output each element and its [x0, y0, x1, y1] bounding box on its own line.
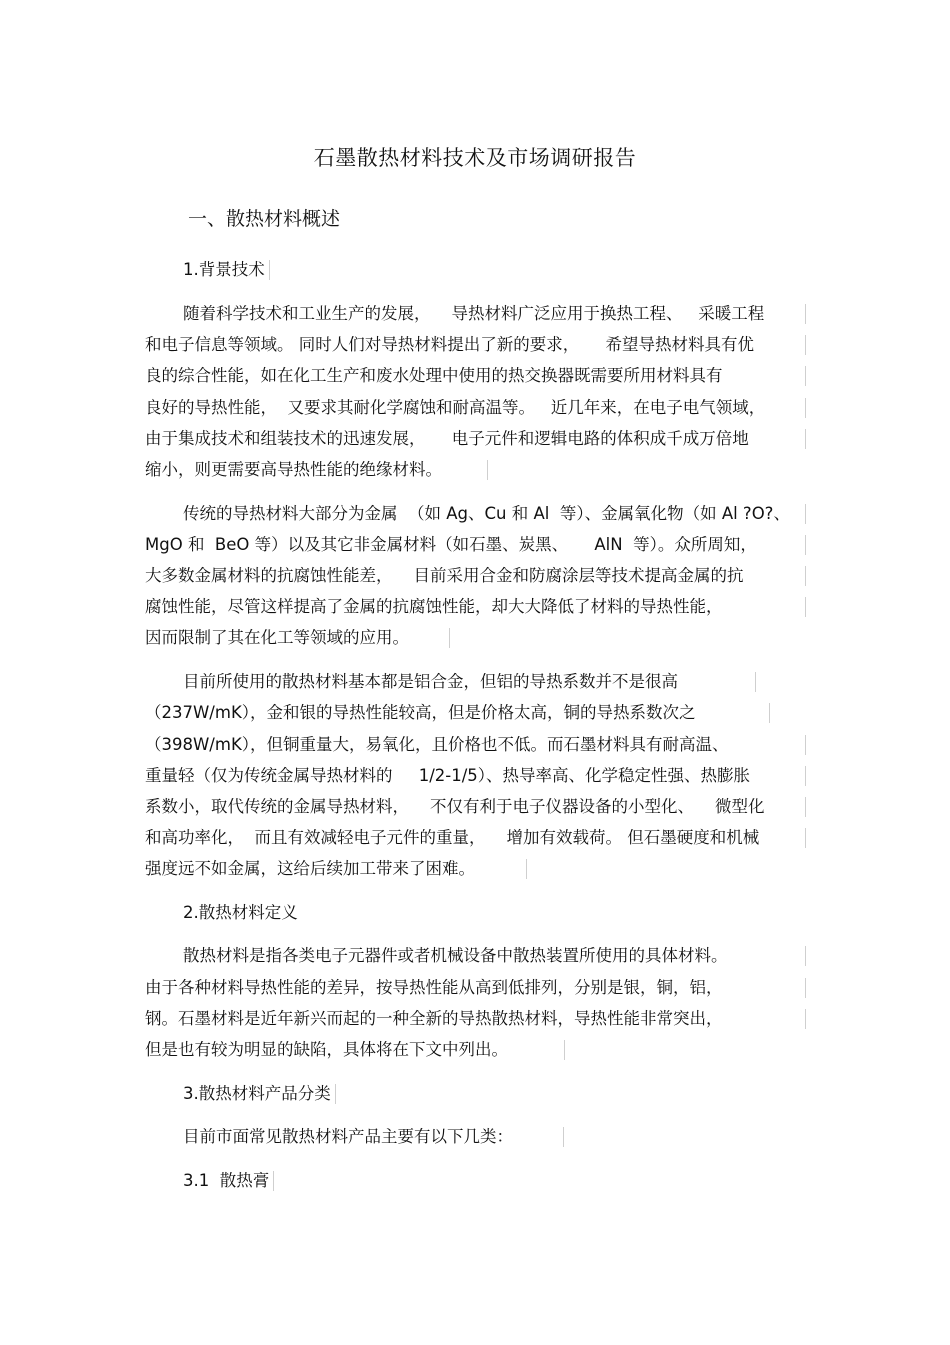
subheading-product-categories: 3.散热材料产品分类	[183, 1084, 336, 1104]
paragraph-line: 随着科学技术和工业生产的发展， 导热材料广泛应用于换热工程、 采暖工程	[183, 304, 806, 324]
paragraph-line: 大多数金属材料的抗腐蚀性能差， 目前采用合金和防腐涂层等技术提高金属的抗	[145, 566, 806, 586]
paragraph-line: 和高功率化， 而且有效减轻电子元件的重量， 增加有效载荷。 但石墨硬度和机械	[145, 828, 806, 848]
subheading-background: 1.背景技术	[183, 260, 270, 280]
paragraph-line: （237W/mK），金和银的导热性能较高，但是价格太高，铜的导热系数次之	[145, 703, 770, 723]
paragraph-line: 系数小，取代传统的金属导热材料， 不仅有利于电子仪器设备的小型化、 微型化	[145, 797, 806, 817]
paragraph-line: 良的综合性能，如在化工生产和废水处理中使用的热交换器既需要所用材料具有	[145, 366, 806, 386]
subheading-thermal-paste: 3.1 散热膏	[183, 1171, 274, 1191]
paragraph-line: 由于各种材料导热性能的差异，按导热性能从高到低排列，分别是银，铜，铝，	[145, 978, 806, 998]
paragraph-line: MgO 和 BeO 等）以及其它非金属材料（如石墨、炭黑、 AlN 等）。众所周知，	[145, 535, 806, 555]
paragraph-line: 散热材料是指各类电子元器件或者机械设备中散热装置所使用的具体材料。	[183, 946, 806, 966]
paragraph-line: 重量轻（仅为传统金属导热材料的 1/2-1/5）、热导率高、化学稳定性强、热膨胀	[145, 766, 806, 786]
paragraph-line: 钢。石墨材料是近年新兴而起的一种全新的导热散热材料，导热性能非常突出，	[145, 1009, 806, 1029]
paragraph-line: （398W/mK），但铜重量大，易氧化，且价格也不低。而石墨材料具有耐高温、	[145, 735, 806, 755]
paragraph-line: 传统的导热材料大部分为金属 （如 Ag、Cu 和 Al 等）、金属氧化物（如 Al ?O?、	[183, 504, 806, 524]
paragraph-line: 目前所使用的散热材料基本都是铝合金，但铝的导热系数并不是很高	[183, 672, 756, 692]
paragraph-line: 但是也有较为明显的缺陷，具体将在下文中列出。	[145, 1040, 565, 1060]
paragraph-line: 目前市面常见散热材料产品主要有以下几类：	[183, 1127, 564, 1147]
subheading-definition: 2.散热材料定义	[183, 903, 298, 922]
paragraph-line: 腐蚀性能，尽管这样提高了金属的抗腐蚀性能，却大大降低了材料的导热性能，	[145, 597, 806, 617]
paragraph-line: 因而限制了其在化工等领域的应用。	[145, 628, 450, 648]
document-title: 石墨散热材料技术及市场调研报告	[313, 146, 637, 170]
section-heading-1: 一、散热材料概述	[188, 208, 341, 230]
paragraph-line: 良好的导热性能， 又要求其耐化学腐蚀和耐高温等。 近几年来，在电子电气领域，	[145, 398, 806, 418]
paragraph-line: 缩小，则更需要高导热性能的绝缘材料。	[145, 460, 488, 480]
paragraph-line: 由于集成技术和组装技术的迅速发展， 电子元件和逻辑电路的体积成千成万倍地	[145, 429, 806, 449]
paragraph-line: 和电子信息等领域。 同时人们对导热材料提出了新的要求， 希望导热材料具有优	[145, 335, 806, 355]
paragraph-line: 强度远不如金属，这给后续加工带来了困难。	[145, 859, 527, 879]
